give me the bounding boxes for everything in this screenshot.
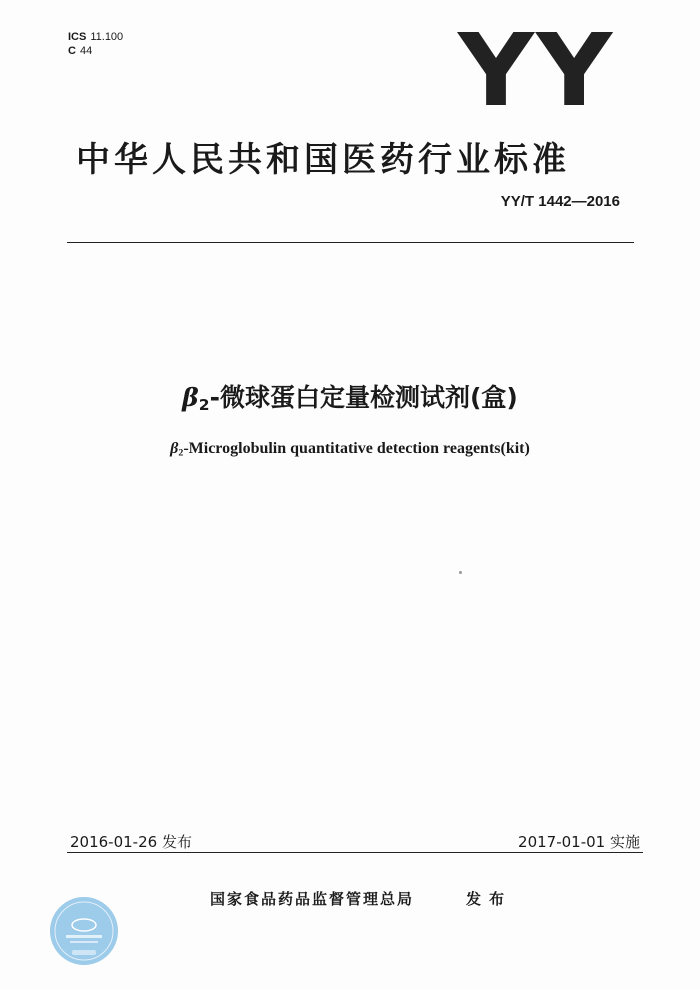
en-title-subscript: 2 xyxy=(178,447,184,459)
yy-logo: YY xyxy=(458,12,615,129)
issuer-suffix: 发布 xyxy=(466,890,513,908)
standard-number: YY/T 1442—2016 xyxy=(500,193,620,210)
classification-codes xyxy=(68,30,123,58)
ics-value: 11.100 xyxy=(90,31,124,43)
ics-label: ICS xyxy=(68,31,87,43)
scan-speck xyxy=(459,571,462,574)
cn-title-beta: β xyxy=(182,383,199,412)
ccs-value: 44 xyxy=(79,45,93,57)
cn-title-text: -微球蛋白定量检测试剂(盒) xyxy=(209,383,518,412)
en-title-text: -Microglobulin quantitative detection reagents(kit) xyxy=(183,440,530,457)
ccs-label: C xyxy=(68,45,76,57)
cn-title-subscript: 2 xyxy=(198,395,210,414)
anti-counterfeit-stamp-icon xyxy=(48,895,120,967)
issue-date: 2016-01-26 发布 xyxy=(70,833,192,851)
english-title xyxy=(0,440,700,458)
issuing-authority: 国家食品药品监督管理总局 xyxy=(210,890,415,908)
bottom-divider xyxy=(67,852,643,853)
en-title-beta: β xyxy=(170,440,179,457)
standard-type-title: 中华人民共和国医药行业标准 xyxy=(76,140,570,180)
top-divider xyxy=(67,242,634,243)
chinese-title xyxy=(0,378,700,414)
implementation-date: 2017-01-01 实施 xyxy=(518,833,640,851)
